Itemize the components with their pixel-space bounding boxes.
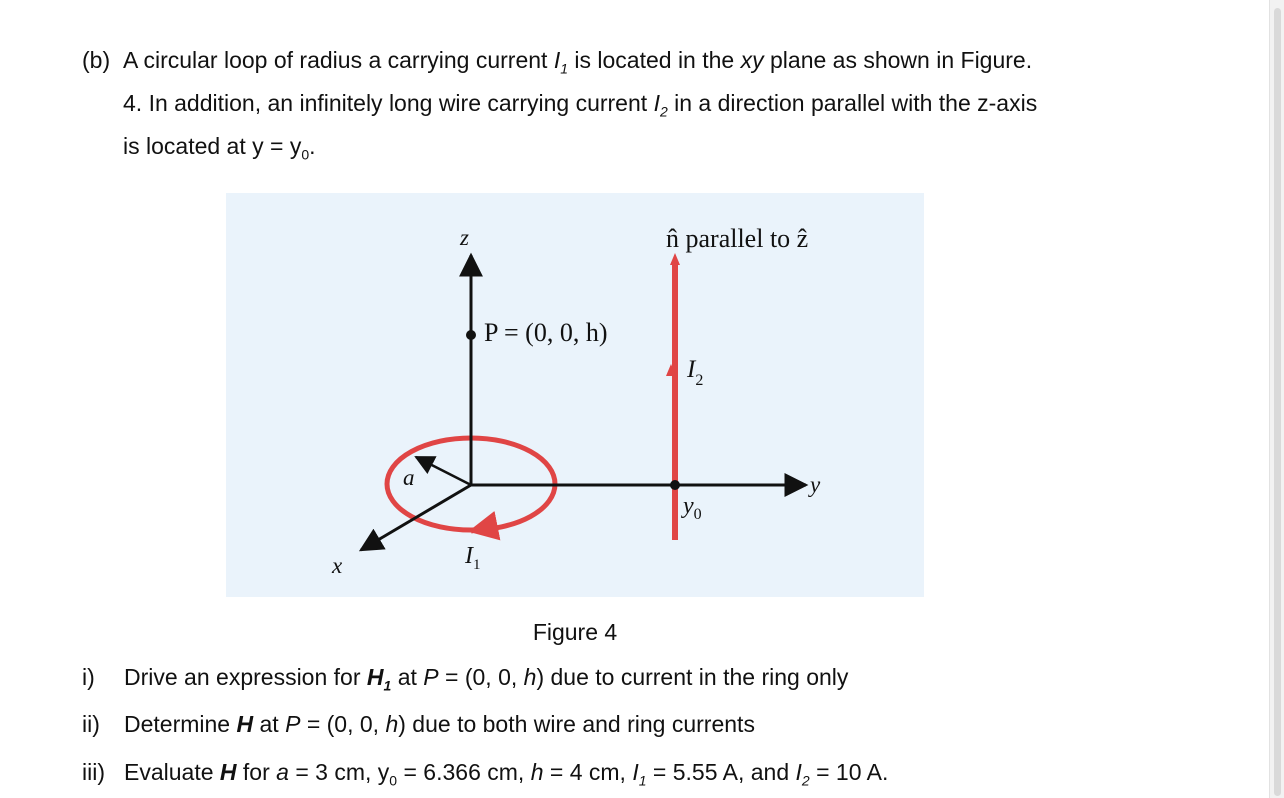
radius-arrow — [416, 457, 471, 485]
problem-line-3: is located at $y = y_0$. — [123, 133, 316, 163]
question-ii: ii) Determine H at P = (0, 0, h) due to both wire and ring currents — [82, 711, 755, 737]
problem-line-1: (b) A circular loop of radius a carrying current $I_1$ is located in the xy plane as shown in Figure. — [82, 47, 1033, 77]
point-p-dot — [466, 330, 476, 340]
i2-label: $I_2$ — [687, 356, 704, 389]
point-p-label: P = (0, 0, h) — [484, 318, 608, 347]
figure-caption: Figure 4 — [532, 619, 618, 645]
wire-top-arrow — [670, 253, 680, 265]
radius-label: a — [403, 465, 415, 490]
y0-label: $y_0$ — [683, 493, 702, 523]
z-axis-label: z — [460, 225, 469, 250]
scrollbar-thumb[interactable] — [1274, 8, 1281, 796]
scrollbar[interactable] — [1269, 0, 1284, 798]
x-axis-line — [361, 485, 471, 550]
figure-4 — [226, 193, 924, 597]
x-axis-label: x — [332, 553, 343, 578]
y-axis-label: y — [810, 472, 821, 497]
question-i: i) Drive an expression for $H_1$ at P = (0, 0, h) due to current in the ring only — [82, 664, 849, 694]
i1-label: $I_1$ — [465, 543, 481, 573]
figure-svg — [226, 193, 924, 597]
question-iii: iii) Evaluate H for a = 3 cm, $y_0 = 6.366$ cm, h = 4 cm, $I_1 = 5.55$ A, and $I_2 = 10$ A. — [82, 759, 889, 789]
problem-label: (b) — [82, 47, 111, 73]
n-hat-label: n̂ parallel to ẑ — [666, 224, 809, 253]
point-y0-dot — [670, 480, 680, 490]
problem-line-2: 4. In addition, an infinitely long wire carrying current $I_2$ in a direction parallel with the z-axis — [123, 90, 1038, 120]
